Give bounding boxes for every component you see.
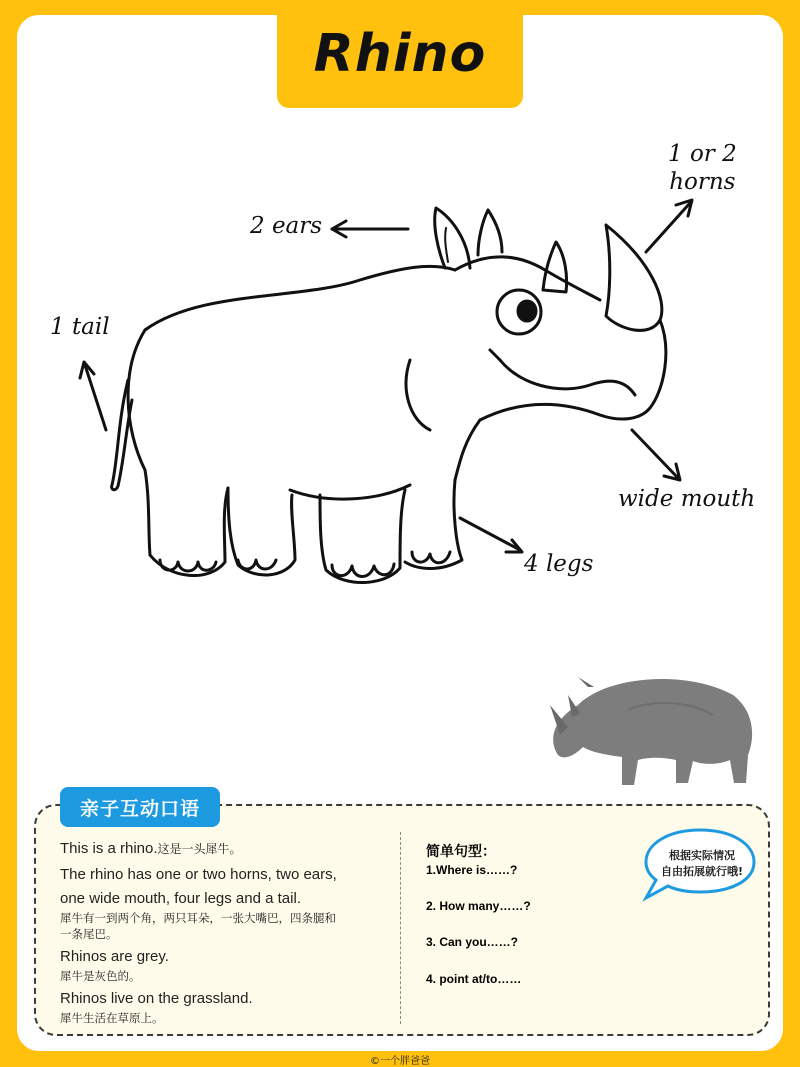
pattern-item: 2. How many……?	[426, 899, 531, 913]
pattern-item: 1.Where is……?	[426, 863, 518, 877]
dialogue-en: Rhinos are grey.	[60, 948, 169, 965]
footer-credit: ©一个胖爸爸	[370, 1056, 430, 1067]
dialogue-zh: 犀牛有一到两个角，两只耳朵，一张大嘴巴，四条腿和	[60, 911, 336, 925]
dialogue-tab: 亲子互动口语	[60, 787, 220, 827]
legs-label: 4 legs	[524, 551, 594, 577]
tail-label: 1 tail	[50, 314, 110, 340]
mouth-label: wide mouth	[618, 486, 756, 512]
dialogue-zh: 一条尾巴。	[60, 927, 118, 941]
dialogue-zh: 犀牛是灰色的。	[60, 969, 141, 983]
bubble-text	[650, 848, 754, 880]
dialogue-en: one wide mouth, four legs and a tail.	[60, 890, 301, 907]
dialogue-line	[60, 838, 390, 860]
ears-label: 2 ears	[250, 213, 323, 239]
dialogue-zh: 犀牛生活在草原上。	[60, 1011, 164, 1025]
page-title: Rhino	[313, 24, 487, 84]
dialogue-en: This is a rhino.	[60, 840, 158, 857]
bubble-line: 自由拓展就行哦!	[660, 865, 744, 878]
dialogue-divider	[400, 832, 401, 1024]
horns-label-line2: horns	[669, 169, 736, 195]
horns-label-line1: 1 or 2	[668, 141, 737, 167]
dialogue-en: Rhinos live on the grassland.	[60, 990, 253, 1007]
dialogue-zh: 这是一头犀牛。	[157, 842, 242, 856]
bubble-line: 根据实际情况	[669, 849, 735, 862]
pattern-item: 3. Can you……?	[426, 935, 519, 949]
horns-label	[668, 140, 737, 196]
rhino-photo	[548, 665, 760, 793]
patterns-title: 简单句型：	[426, 844, 496, 860]
dialogue-text	[60, 838, 390, 1026]
dialogue-en: The rhino has one or two horns, two ears,	[60, 866, 337, 883]
pattern-item: 4. point at/to……	[426, 972, 522, 986]
